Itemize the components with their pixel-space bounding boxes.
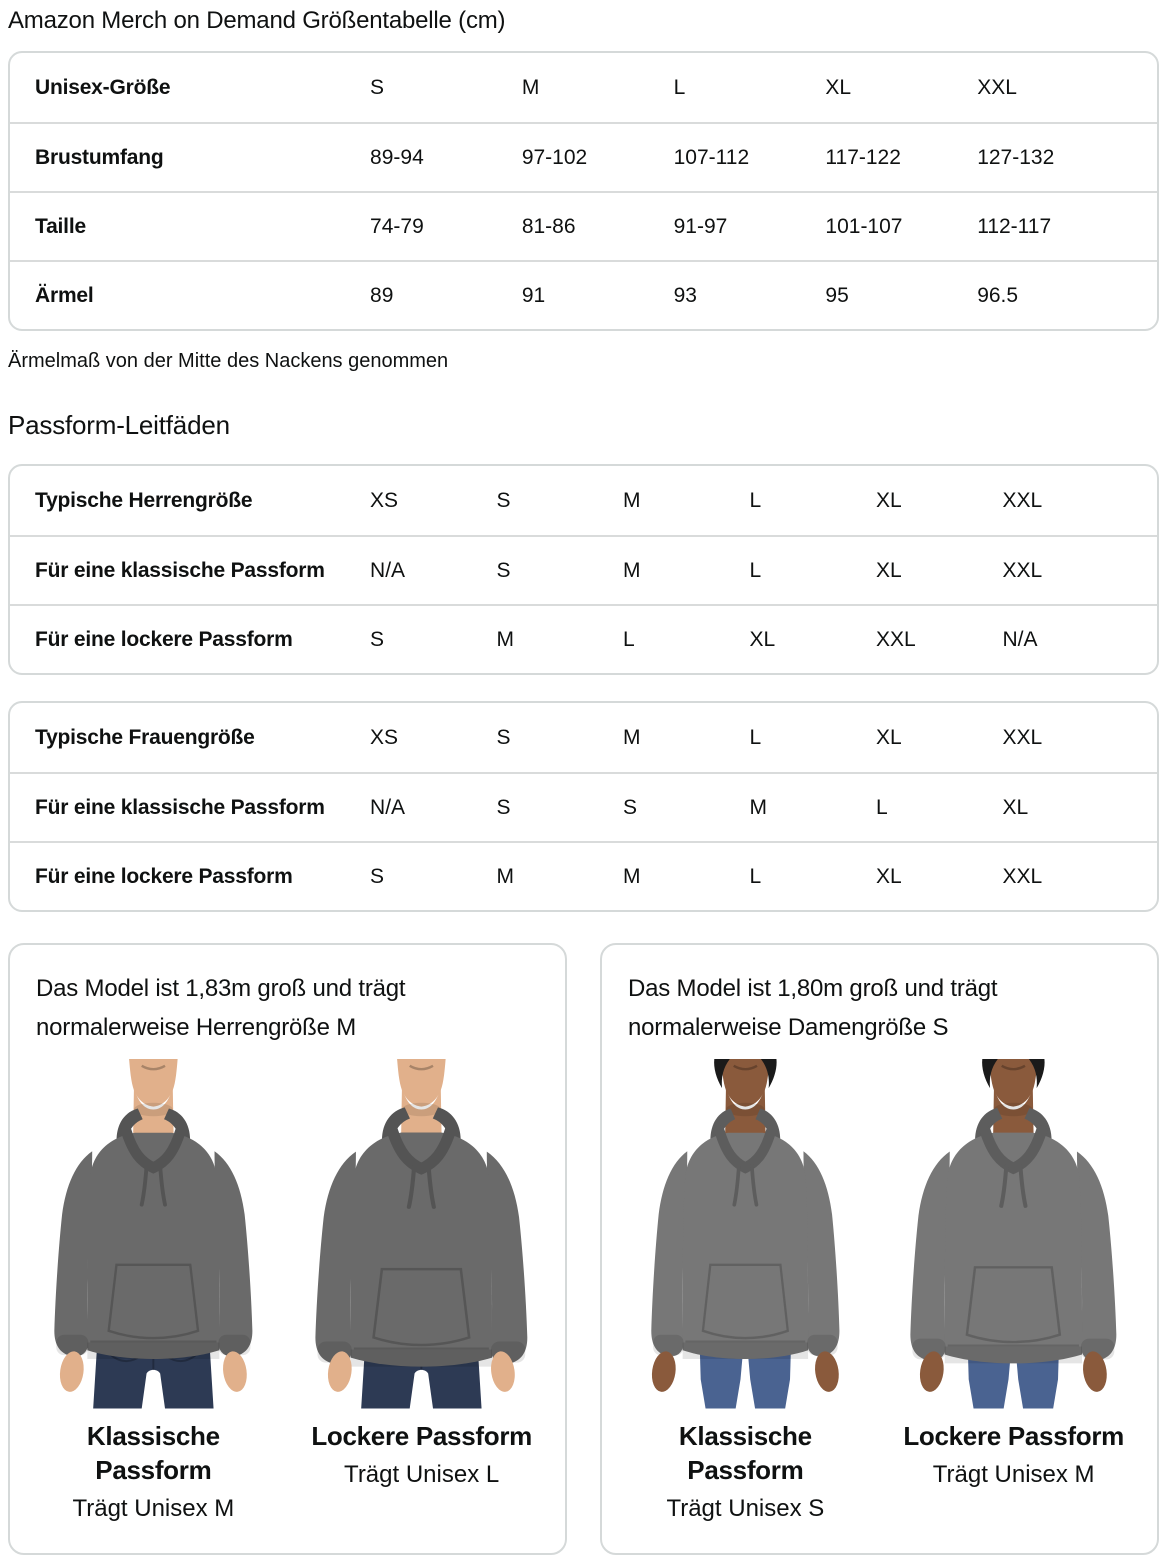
size-cell: 101-107 — [825, 214, 903, 238]
size-cell: 95 — [825, 283, 849, 307]
mens-fit-table — [8, 464, 1159, 675]
table-row — [10, 535, 1157, 604]
size-cell: XXL — [876, 627, 916, 651]
size-cell: M — [623, 864, 641, 888]
size-cell: N/A — [370, 795, 406, 819]
size-cell: 127-132 — [977, 145, 1055, 169]
size-cell: 107-112 — [673, 145, 750, 169]
size-cell: L — [749, 864, 762, 888]
size-cell: M — [521, 75, 540, 99]
female-loose-fit-photo — [892, 1059, 1135, 1409]
size-cell: N/A — [370, 558, 406, 582]
size-cell: XXL — [1002, 725, 1043, 749]
sleeve-measure-note: Ärmelmaß von der Mitte des Nackens genommen — [8, 350, 449, 372]
size-table — [8, 51, 1159, 331]
wears-label: Trägt Unisex S — [666, 1494, 825, 1522]
table-row — [10, 604, 1157, 673]
size-cell: 89 — [370, 283, 394, 307]
table-row — [10, 772, 1157, 841]
size-cell: L — [749, 488, 762, 512]
row-label: Für eine lockere Passform — [35, 627, 293, 651]
size-cell: N/A — [1002, 627, 1038, 651]
table-row — [10, 703, 1157, 772]
row-label: Unisex-Größe — [35, 75, 171, 99]
size-cell: S — [370, 75, 385, 99]
photo-caption — [624, 1419, 867, 1527]
fit-label: Lockere Passform — [903, 1420, 1124, 1451]
fit-guides-title: Passform-Leitfäden — [8, 410, 230, 440]
photo-row — [624, 1059, 1135, 1409]
size-cell: XXL — [1002, 864, 1043, 888]
row-label: Typische Herrengröße — [35, 488, 253, 512]
female-classic-fit-photo — [624, 1059, 867, 1409]
male-classic-fit-photo — [32, 1059, 275, 1409]
male-classic-figure — [32, 1059, 275, 1409]
size-cell: 91 — [521, 283, 546, 307]
size-cell: L — [749, 725, 762, 749]
womens-fit-table — [8, 701, 1159, 912]
fit-label: Lockere Passform — [311, 1420, 532, 1451]
size-cell: S — [623, 795, 638, 819]
row-label: Typische Frauengröße — [35, 725, 255, 749]
row-label: Für eine klassische Passform — [35, 558, 325, 582]
row-label: Für eine klassische Passform — [35, 795, 325, 819]
size-cell: XXL — [977, 75, 1017, 99]
fit-label: Klassische Passform — [86, 1420, 220, 1485]
photo-caption — [32, 1419, 275, 1527]
male-loose-figure — [300, 1059, 543, 1409]
female-model-card — [600, 943, 1159, 1555]
row-label: Brustumfang — [35, 145, 164, 169]
size-cell: XL — [825, 75, 852, 99]
size-cell: 97-102 — [521, 145, 588, 169]
photo-row — [32, 1059, 543, 1409]
size-cell: 117-122 — [825, 145, 901, 169]
size-cell: 112-117 — [977, 214, 1052, 238]
card-heading: Das Model ist 1,83m groß und trägt normalerweise Herrengröße M — [36, 975, 406, 1041]
wears-label: Trägt Unisex M — [932, 1460, 1095, 1488]
size-cell: XXL — [1002, 558, 1043, 582]
table-row — [10, 841, 1157, 910]
page-title: Amazon Merch on Demand Größentabelle (cm) — [8, 7, 506, 34]
caption-row — [624, 1419, 1135, 1527]
size-cell: M — [623, 488, 641, 512]
wears-label: Trägt Unisex L — [344, 1460, 500, 1488]
male-loose-fit-photo — [300, 1059, 543, 1409]
size-cell: 81-86 — [521, 214, 576, 238]
size-cell: XL — [876, 558, 902, 582]
female-loose-figure — [892, 1059, 1135, 1409]
size-cell: 74-79 — [370, 214, 424, 238]
size-cell: 96.5 — [977, 283, 1019, 307]
size-cell: M — [496, 864, 515, 888]
size-cell: XL — [876, 864, 902, 888]
size-cell: XL — [749, 627, 776, 651]
size-cell: S — [496, 795, 511, 819]
size-cell: L — [623, 627, 635, 651]
size-cell: M — [749, 795, 768, 819]
size-cell: M — [496, 627, 515, 651]
caption-row — [32, 1419, 543, 1527]
size-cell: XS — [370, 488, 399, 512]
row-label: Für eine lockere Passform — [35, 864, 293, 888]
table-row — [10, 191, 1157, 260]
female-classic-figure — [624, 1059, 867, 1409]
size-cell: XL — [1002, 795, 1029, 819]
size-cell: 93 — [673, 283, 697, 307]
table-row — [10, 260, 1157, 329]
size-cell: XS — [370, 725, 399, 749]
size-cell: L — [876, 795, 888, 819]
table-row — [10, 466, 1157, 535]
photo-caption — [892, 1419, 1135, 1527]
fit-label: Klassische Passform — [678, 1420, 812, 1485]
model-cards-row — [8, 943, 1159, 1555]
table-row — [10, 53, 1157, 122]
size-cell: M — [623, 725, 641, 749]
size-cell: XL — [876, 488, 902, 512]
size-cell: S — [370, 627, 385, 651]
size-cell: XXL — [1002, 488, 1043, 512]
size-cell: S — [370, 864, 385, 888]
table-row — [10, 122, 1157, 191]
card-heading: Das Model ist 1,80m groß und trägt normalerweise Damengröße S — [628, 975, 998, 1041]
size-cell: S — [496, 488, 511, 512]
size-cell: L — [749, 558, 762, 582]
row-label: Taille — [35, 214, 86, 238]
size-cell: 89-94 — [370, 145, 424, 169]
row-label: Ärmel — [35, 283, 94, 307]
size-cell: L — [673, 75, 686, 99]
wears-label: Trägt Unisex M — [72, 1494, 235, 1522]
photo-caption — [300, 1419, 543, 1527]
male-model-card — [8, 943, 567, 1555]
size-cell: S — [496, 725, 511, 749]
size-cell: M — [623, 558, 641, 582]
size-cell: XL — [876, 725, 902, 749]
size-cell: S — [496, 558, 511, 582]
size-cell: 91-97 — [673, 214, 728, 238]
